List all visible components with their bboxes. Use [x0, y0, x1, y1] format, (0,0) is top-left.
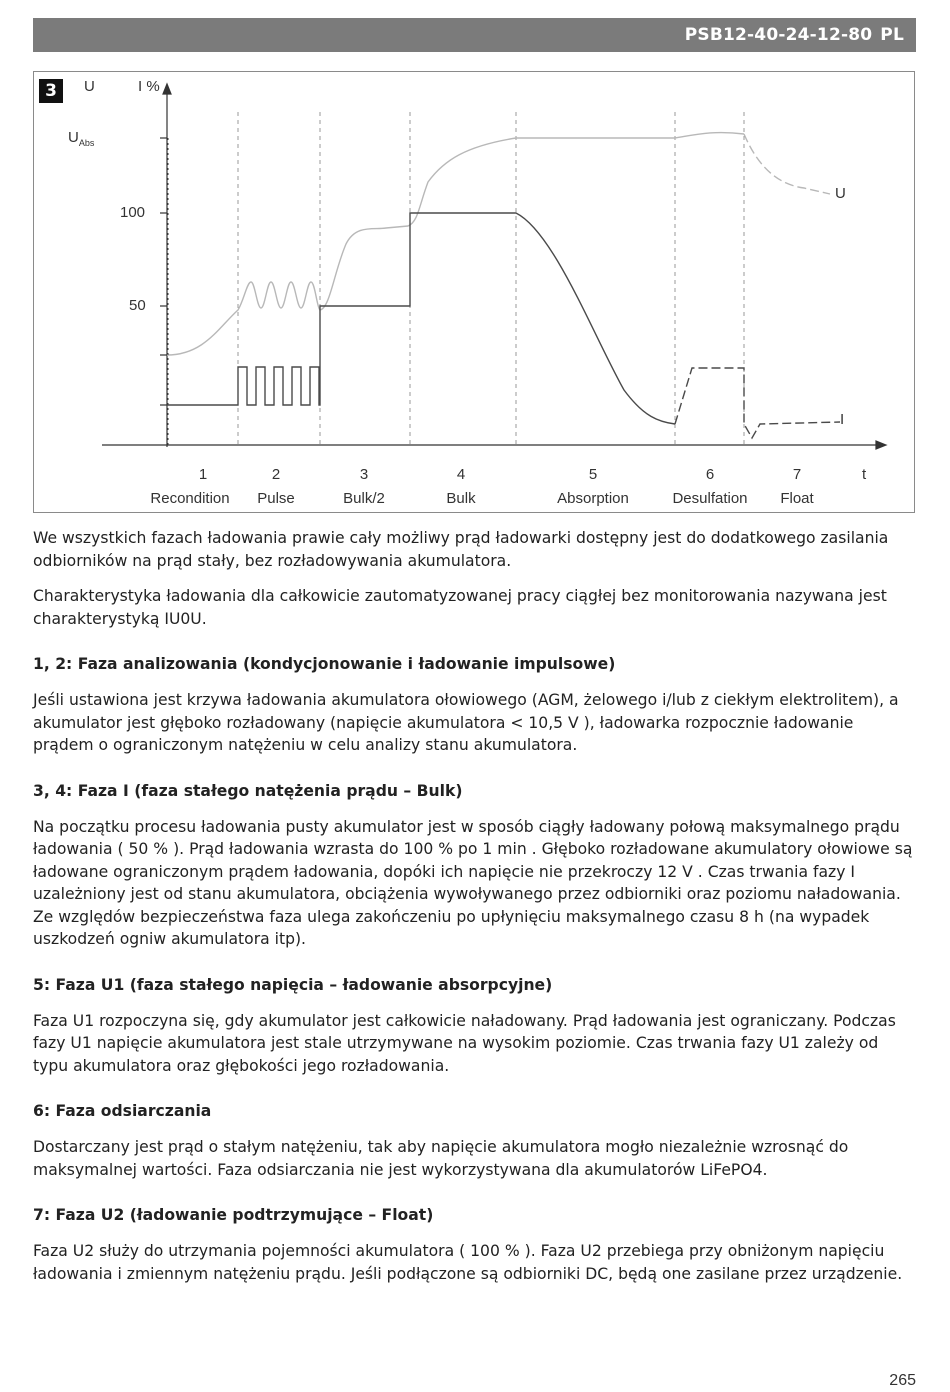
phase-num-4: 4: [456, 466, 466, 483]
curve-label-i: I: [840, 411, 845, 428]
language-code: PL: [880, 25, 904, 45]
phase-name-3: Bulk/2: [343, 490, 385, 507]
axis-label-t: t: [862, 466, 867, 483]
section-title-desulfation: 6: Faza odsiarczania: [33, 1102, 212, 1120]
section-title-float: 7: Faza U2 (ładowanie podtrzymujące – Float): [33, 1206, 434, 1224]
header-model: [685, 18, 904, 52]
section-title-analysis: 1, 2: Faza analizowania (kondycjonowanie i ładowanie impulsowe): [33, 655, 616, 673]
uabs-sub: Abs: [78, 138, 95, 148]
y-axis-arrow: [163, 84, 171, 94]
tick-label-100: 100: [120, 204, 146, 221]
phase-num-3: 3: [359, 466, 369, 483]
phase-num-2: 2: [271, 466, 281, 483]
voltage-curve: [167, 133, 744, 355]
phase-num-5: 5: [588, 466, 598, 483]
x-axis-arrow: [876, 441, 886, 449]
uabs-main: U: [68, 129, 79, 146]
phase-name-2: Pulse: [257, 490, 295, 507]
axis-label-u: U: [84, 78, 95, 95]
phase-num-1: 1: [198, 466, 208, 483]
phase-name-1: Recondition: [150, 490, 230, 507]
section-title-absorption: 5: Faza U1 (faza stałego napięcia – ładowanie absorpcyjne): [33, 975, 553, 994]
charging-curve-svg: [34, 72, 914, 512]
phase-name-6: Desulfation: [672, 490, 748, 507]
phase-num-7: 7: [792, 466, 802, 483]
figure-number: 3: [39, 79, 63, 103]
current-curve-desulfation-float: [675, 368, 840, 438]
phase-separators: [238, 112, 744, 447]
section-text-analysis: Jeśli ustawiona jest krzywa ładowania akumulatora ołowiowego (AGM, żelowego i/lub z ciekłym elektrolitem), a akumulator jest głęboko rozładowany (napięcie akumulatora < 10,5 V ), ładowarka rozpocznie ładowanie prądem o ograniczonym natężeniu w celu analizy stanu akumulatora.: [33, 691, 899, 754]
section-text-bulk: Na początku procesu ładowania pusty akumulator jest w sposób ciągły ładowany połową maksymalnego prądu ładowania ( 50 % ). Prąd ładowania wzrasta do 100 % po 1 min . Głęboko rozładowane akumulatory ołowiowe są ładowane ograniczonym prądem ładowania, dopóki ich napięcie nie przekroczy 12 V . Czas trwania fazy I uzależniony jest od stanu akumulatora, obciążenia wywoływanego przez odbiorniki oraz poziomu naładowania. Ze względów bezpieczeństwa faza ulega zakończeniu po upłynięciu maksymalnego czasu 8 h (na wypadek uszkodzeń ogniw akumulatora itp).: [33, 817, 913, 948]
phase-name-4: Bulk: [446, 490, 476, 507]
intro-paragraph-2: Charakterystyka ładowania dla całkowicie zautomatyzowanej pracy ciągłej bez monitorowania nazywana jest charakterystyką IU0U.: [33, 587, 887, 628]
section-text-absorption: Faza U1 rozpoczyna się, gdy akumulator jest całkowicie naładowany. Prąd ładowania jest ograniczany. Podczas fazy U1 napięcie akumulatora jest stale utrzymywane na wysokim poziomie. Czas trwania fazy U1 zależy od typu akumulatora oraz głębokości jego rozładowania.: [33, 1011, 896, 1075]
axis-label-uabs: [68, 129, 94, 148]
phase-name-5: Absorption: [557, 490, 629, 507]
axis-label-i: I %: [138, 78, 160, 95]
model-name: PSB12-40-24-12-80: [684, 25, 873, 45]
phase-name-7: Float: [780, 490, 814, 507]
current-curve: [167, 213, 675, 424]
voltage-curve-float: [744, 134, 830, 194]
charging-diagram: [33, 71, 915, 513]
tick-label-50: 50: [129, 297, 146, 314]
header-bar: [33, 18, 916, 52]
axes: [102, 84, 886, 449]
section-text-float: Faza U2 służy do utrzymania pojemności akumulatora ( 100 % ). Faza U2 przebiega przy obniżonym napięciu ładowania i zmiennym natężeniu prądu. Jeśli podłączone są odbiorniki DC, będą one zasilane przez urządzenie.: [33, 1242, 903, 1283]
body-text: [33, 527, 918, 1298]
curve-label-u: U: [835, 185, 846, 202]
page-number: 265: [889, 1372, 916, 1389]
phase-num-6: 6: [705, 466, 715, 483]
section-title-bulk: 3, 4: Faza I (faza stałego natężenia prądu – Bulk): [33, 781, 463, 800]
intro-paragraph-1: We wszystkich fazach ładowania prawie cały możliwy prąd ładowarki dostępny jest do dodatkowego zasilania odbiorników na prąd stały, bez rozładowywania akumulatora.: [33, 529, 889, 570]
section-text-desulfation: Dostarczany jest prąd o stałym natężeniu, tak aby napięcie akumulatora mogło niezależnie wzrosnąć do maksymalnej wartości. Faza odsiarczania nie jest wykorzystywana dla akumulatorów LiFePO4.: [33, 1138, 849, 1179]
